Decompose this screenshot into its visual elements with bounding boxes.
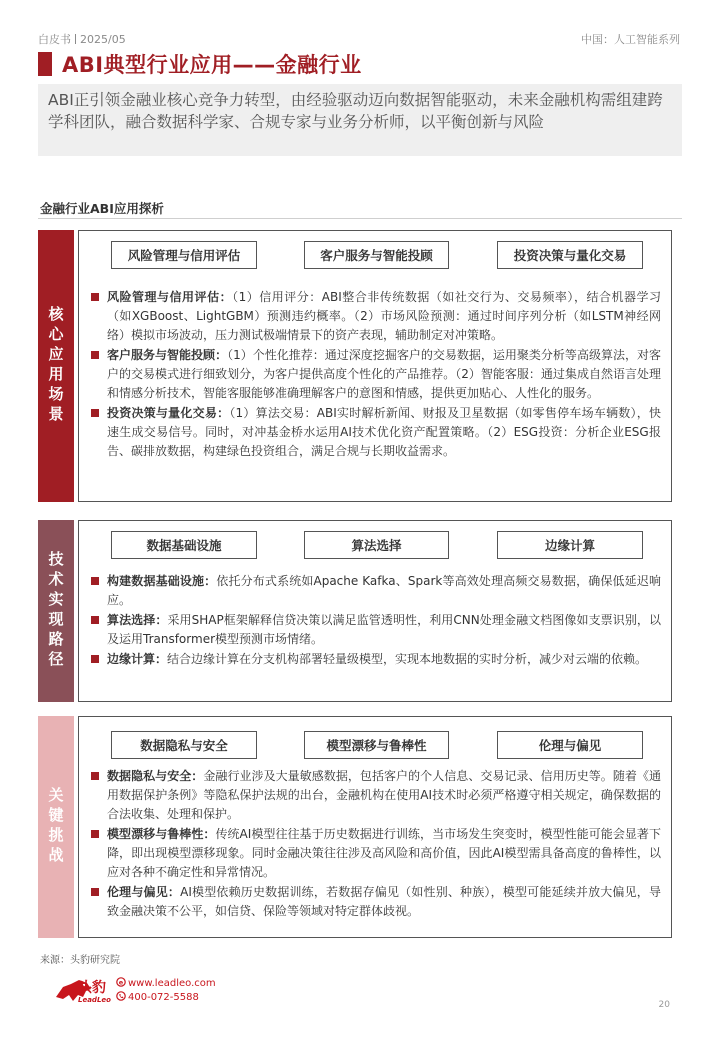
item-head: 边缘计算： (107, 652, 168, 666)
item-text: 金融行业涉及大量敏感数据，包括客户的个人信息、交易记录、信用历史等。随着《通用数据保护条例》等隐私保护法规的出台，金融机构在使用AI技术时必须严格遵守相关规定，确保数据的合法收集、处理和保护。 (107, 769, 661, 821)
item-head: 算法选择： (107, 613, 168, 627)
item-list (91, 767, 661, 922)
item-head: 投资决策与量化交易： (107, 406, 230, 420)
doc-type: 白皮书 (38, 33, 71, 46)
item-list (91, 572, 661, 670)
item-text: 采用SHAP框架解释信贷决策以满足监管透明性，利用CNN处理金融文档图像如支票识别，以及运用Transformer模型预测市场情绪。 (107, 613, 661, 646)
tag-algorithm: 算法选择 (304, 531, 449, 559)
side-label-text: 核心应用场景 (46, 306, 65, 426)
phone-number: 400-072-5588 (128, 992, 199, 1003)
logo-en: LeadLeo (78, 996, 111, 1004)
phone-row (116, 991, 199, 1003)
list-item (91, 572, 661, 610)
summary-box: ABI正引领金融业核心竞争力转型，由经验驱动迈向数据智能驱动，未来金融机构需组建跨学科团队，融合数据科学家、合规专家与业务分析师，以平衡创新与风险 (38, 84, 682, 156)
title-accent (38, 52, 52, 76)
doc-date: 2025/05 (80, 33, 126, 46)
side-label-text: 关键挑战 (46, 787, 65, 867)
source-note: 来源：头豹研究院 (40, 955, 120, 966)
item-head: 客户服务与智能投顾： (107, 348, 228, 362)
bullet-icon (91, 888, 99, 896)
page-title: ABI典型行业应用——金融行业 (62, 53, 362, 77)
tag-ethics-bias: 伦理与偏见 (497, 731, 643, 759)
panel-key-challenges (78, 716, 672, 938)
section-divider (38, 218, 682, 219)
bullet-icon (91, 293, 99, 301)
panel-core-scenarios (78, 230, 672, 502)
svg-text:e: e (118, 978, 124, 987)
list-item (91, 825, 661, 882)
item-text: 传统AI模型往往基于历史数据进行训练，当市场发生突变时，模型性能可能会显著下降，即出现模型漂移现象。同时金融决策往往涉及高风险和高价值，因此AI模型需具备高度的鲁棒性，以应对各种不确定性和异常情况。 (107, 827, 661, 879)
list-item (91, 611, 661, 649)
tag-edge-computing: 边缘计算 (497, 531, 643, 559)
website-row (116, 977, 216, 989)
list-item (91, 404, 661, 461)
item-head: 数据隐私与安全： (107, 769, 204, 783)
header-divider (75, 34, 76, 44)
page-number: 20 (658, 1000, 670, 1010)
list-item (91, 288, 661, 345)
list-item (91, 767, 661, 824)
bullet-icon (91, 409, 99, 417)
logo-cn: 头豹 (78, 980, 106, 996)
side-label-key-challenges (38, 716, 74, 938)
item-list (91, 288, 661, 462)
item-text: 结合边缘计算在分支机构部署轻量级模型，实现本地数据的实时分析，减少对云端的依赖。 (167, 652, 648, 666)
bullet-icon (91, 351, 99, 359)
item-text: （1）算法交易：ABI实时解析新闻、财报及卫星数据（如零售停车场车辆数），快速生成交易信号。同时，对冲基金桥水运用AI技术优化资产配置策略。（2）ESG投资：分析企业ESG报告、碳排放数据，构建绿色投资组合，满足合规与长期收益需求。 (107, 406, 661, 458)
side-label-tech-path (38, 520, 74, 702)
tag-investment-quant: 投资决策与量化交易 (497, 241, 643, 269)
side-label-text: 技术实现路径 (46, 551, 65, 671)
item-text: AI模型依赖历史数据训练，若数据存偏见（如性别、种族），模型可能延续并放大偏见，导致金融决策不公平，如信贷、保险等领域对特定群体歧视。 (107, 885, 661, 918)
tag-data-infra: 数据基础设施 (111, 531, 257, 559)
phone-icon (116, 991, 126, 1001)
tag-risk-credit: 风险管理与信用评估 (111, 241, 257, 269)
bullet-icon (91, 830, 99, 838)
item-text: （1）个性化推荐：通过深度挖掘客户的交易数据，运用聚类分析等高级算法，对客户的交易模式进行细致划分，为客户提供高度个性化的产品推荐。（2）智能客服：通过集成自然语言处理和情感分析技术，智能客服能够准确理解客户的意图和情感，提供更加贴心、人性化的服务。 (107, 348, 661, 400)
item-head: 模型漂移与鲁棒性： (107, 827, 216, 841)
bullet-icon (91, 616, 99, 624)
tag-customer-service: 客户服务与智能投顾 (304, 241, 449, 269)
bullet-icon (91, 655, 99, 663)
tag-privacy-security: 数据隐私与安全 (111, 731, 257, 759)
panel-tech-path (78, 520, 672, 702)
item-text: 依托分布式系统如Apache Kafka、Spark等高效处理高频交易数据，确保低延迟响应。 (107, 574, 661, 607)
item-text: （1）信用评分：ABI整合非传统数据（如社交行为、交易频率），结合机器学习（如XGBoost、LightGBM）预测违约概率。（2）市场风险预测：通过时间序列分析（如LSTM神经网络）模拟市场波动，压力测试极端情景下的资产表现，辅助制定对冲策略。 (107, 290, 661, 342)
item-head: 伦理与偏见： (107, 885, 181, 899)
header-left (38, 31, 126, 47)
bullet-icon (91, 577, 99, 585)
item-head: 构建数据基础设施： (107, 574, 217, 588)
list-item (91, 346, 661, 403)
bullet-icon (91, 772, 99, 780)
web-icon (116, 977, 126, 987)
list-item (91, 650, 661, 669)
section-label: 金融行业ABI应用探析 (40, 201, 164, 216)
tag-model-drift: 模型漂移与鲁棒性 (304, 731, 449, 759)
list-item (91, 883, 661, 921)
item-head: 风险管理与信用评估： (107, 290, 233, 304)
side-label-core-scenarios (38, 230, 74, 502)
series-name: 中国：人工智能系列 (581, 33, 680, 46)
website-link[interactable]: www.leadleo.com (128, 978, 216, 989)
